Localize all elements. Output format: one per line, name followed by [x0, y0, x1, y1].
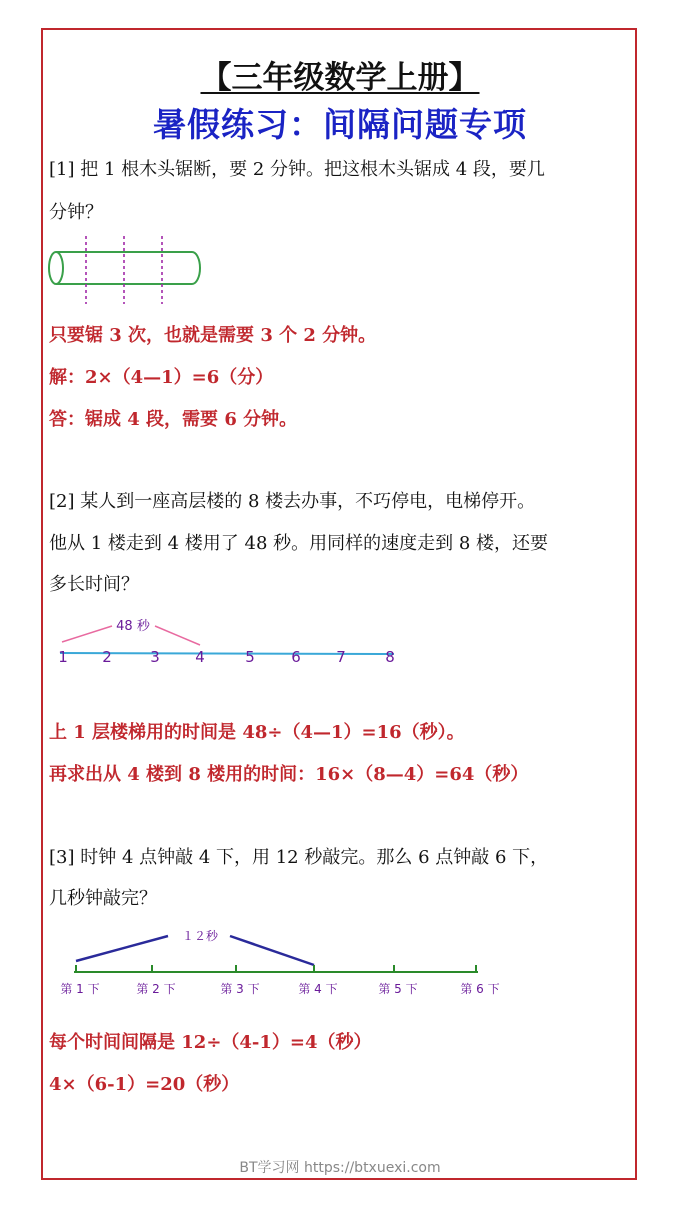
- floor-label: 7: [336, 648, 346, 666]
- floor-label: 4: [195, 648, 205, 666]
- floor-label: 6: [291, 648, 301, 666]
- strike-label: 第 1 下: [60, 982, 100, 996]
- q2-answer-2: 再求出从 4 楼到 8 楼用的时间：16×（8—4）=64（秒）: [49, 764, 529, 785]
- q2-answer-1: 上 1 层楼梯用的时间是 48÷（4—1）=16（秒）。: [49, 722, 465, 743]
- log-end: [49, 252, 63, 284]
- footer-watermark: BT学习网 https://btxuexi.com: [239, 1160, 441, 1176]
- q2-line1: [2] 某人到一座高层楼的 8 楼去办事，不巧停电，电梯停开。: [49, 491, 536, 512]
- q1-line2: 分钟？: [49, 202, 103, 223]
- q3-answer-2: 4×（6-1）=20（秒）: [49, 1074, 240, 1095]
- q1-answer-2: 解：2×（4—1）=6（分）: [49, 367, 274, 388]
- floor-label: 5: [245, 648, 255, 666]
- floor-label: 1: [58, 648, 68, 666]
- page-subtitle: 暑假练习：间隔问题专项: [153, 105, 527, 144]
- strike-label: 第 5 下: [378, 982, 418, 996]
- clock-diagram: [50, 924, 510, 1004]
- bracket-left: [62, 626, 112, 642]
- q3-line2: 几秒钟敲完？: [49, 888, 157, 909]
- strike-label: 第 4 下: [298, 982, 338, 996]
- strike-label: 第 6 下: [460, 982, 500, 996]
- floor-label: 3: [150, 648, 160, 666]
- q3-answer-1: 每个时间间隔是 12÷（4-1）=4（秒）: [49, 1032, 372, 1053]
- floor-label: 8: [385, 648, 395, 666]
- q2-line3: 多长时间？: [49, 574, 139, 595]
- page-title: 【三年级数学上册】: [200, 60, 480, 96]
- strike-label: 第 2 下: [136, 982, 176, 996]
- q3-line1: [3] 时钟 4 点钟敲 4 下，用 12 秒敲完。那么 6 点钟敲 6 下，: [49, 847, 549, 868]
- page-border: [41, 28, 637, 1180]
- floor-label: 2: [102, 648, 112, 666]
- q1-line1: [1] 把 1 根木头锯断，要 2 分钟。把这根木头锯成 4 段，要几: [49, 159, 545, 180]
- bracket-right: [230, 936, 314, 965]
- q1-answer-3: 答：锯成 4 段，需要 6 分钟。: [49, 409, 298, 430]
- clock-label: １２秒: [181, 929, 219, 943]
- log-diagram: [46, 234, 206, 306]
- q1-answer-1: 只要锯 3 次，也就是需要 3 个 2 分钟。: [49, 325, 377, 346]
- bracket-right: [155, 626, 200, 645]
- strike-label: 第 3 下: [220, 982, 260, 996]
- bracket-left: [76, 936, 168, 961]
- stairs-label: 48 秒: [116, 619, 150, 634]
- log-body: [56, 252, 200, 284]
- q2-line2: 他从 1 楼走到 4 楼用了 48 秒。用同样的速度走到 8 楼，还要: [49, 533, 549, 554]
- stairs-diagram: [50, 612, 410, 672]
